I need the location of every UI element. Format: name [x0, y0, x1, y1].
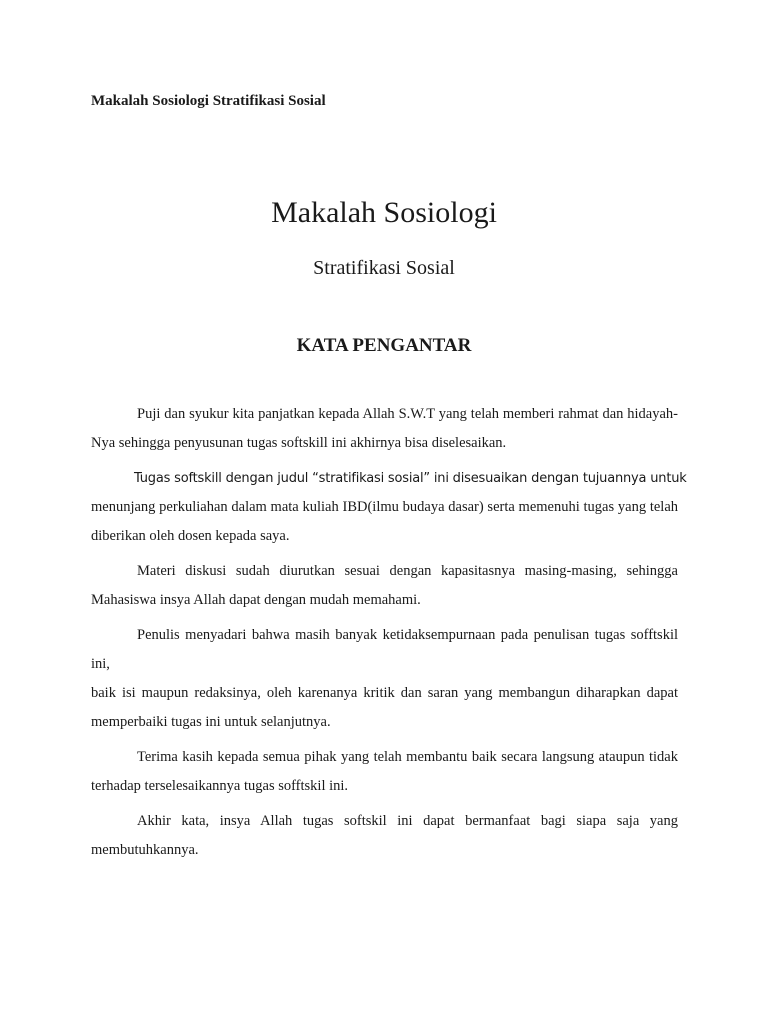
paragraph-4: Penulis menyadari bahwa masih banyak ketidaksempurnaan pada penulisan tugas sofftskil ini, [91, 627, 678, 672]
document-title: Makalah Sosiologi [271, 196, 497, 229]
section-heading: KATA PENGANTAR [296, 335, 472, 356]
paragraph-2-lead: Tugas softskill dengan judul “stratifikasi sosial” ini disesuaikan dengan tujuannya untuk [134, 471, 687, 486]
paragraph-3: Materi diskusi sudah diurutkan sesuai dengan kapasitasnya masing-masing, sehingga Mahasiswa insya Allah dapat dengan mudah memahami. [91, 563, 678, 608]
paragraph-6: Terima kasih kepada semua pihak yang telah membantu baik secara langsung ataupun tidak terhadap terselesaikannya tugas sofftskil ini. [91, 749, 678, 794]
document-subtitle: Stratifikasi Sosial [313, 257, 455, 279]
paragraph-5: baik isi maupun redaksinya, oleh karenanya kritik dan saran yang membangun diharapkan dapat memperbaiki tugas ini untuk selanjutnya. [91, 685, 678, 730]
paragraph-1: Puji dan syukur kita panjatkan kepada Allah S.W.T yang telah memberi rahmat dan hidayah-Nya sehingga penyusunan tugas softskill ini akhirnya bisa diselesaikan. [91, 406, 678, 451]
document-body [91, 400, 687, 865]
paragraph-2-first-line [91, 464, 687, 493]
running-header: Makalah Sosiologi Stratifikasi Sosial [91, 93, 326, 109]
paragraph-2-rest: menunjang perkuliahan dalam mata kuliah IBD(ilmu budaya dasar) serta memenuhi tugas yang telah diberikan oleh dosen kepada saya. [91, 499, 678, 544]
paragraph-7: Akhir kata, insya Allah tugas softskil ini dapat bermanfaat bagi siapa saja yang membutuhkannya. [91, 813, 678, 858]
paragraph-2 [91, 464, 687, 551]
